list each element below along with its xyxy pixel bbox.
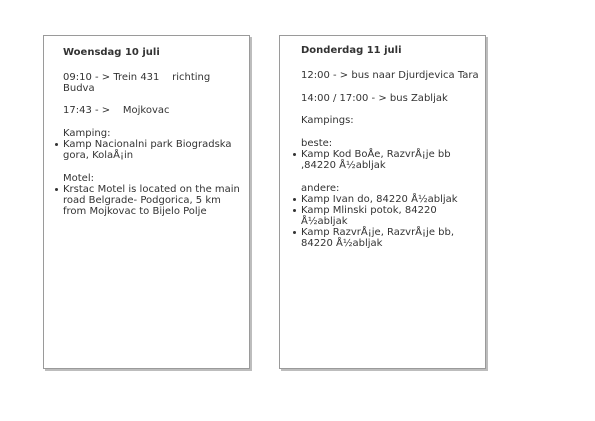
motel-label: Motel: xyxy=(63,173,94,184)
best-list xyxy=(293,149,483,171)
camping-list xyxy=(55,139,245,161)
bus-line-2: 14:00 / 17:00 - > bus Zabljak xyxy=(301,93,448,104)
train-destination: Budva xyxy=(63,83,95,94)
day-card-thursday xyxy=(279,35,486,369)
list-item: Kamp Nacionalni park Biogradska gora, KolaÅ¡in xyxy=(55,139,245,161)
list-item: Kamp Kod BoÅe, RazvrÅ¡je bb ,84220 Å½abljak xyxy=(293,149,483,171)
other-label: andere: xyxy=(301,183,340,194)
arrival-line: 17:43 - > Mojkovac xyxy=(63,105,170,116)
campings-label: Kampings: xyxy=(301,115,354,126)
best-label: beste: xyxy=(301,138,333,149)
train-line: 09:10 - > Trein 431 richting xyxy=(63,72,211,83)
motel-list xyxy=(55,184,245,217)
camping-label: Kamping: xyxy=(63,128,111,139)
day-title: Donderdag 11 juli xyxy=(301,45,402,56)
list-item: Kamp RazvrÅ¡je, RazvrÅ¡je bb, 84220 Å½abljak xyxy=(293,227,483,249)
list-item: Kamp Ivan do, 84220 Å½abljak xyxy=(293,194,483,205)
list-item: Krstac Motel is located on the main road Belgrade- Podgorica, 5 km from Mojkovac to Bijelo Polje xyxy=(55,184,245,217)
bus-line-1: 12:00 - > bus naar Djurdjevica Tara xyxy=(301,70,479,81)
list-item: Kamp Mlinski potok, 84220 Å½abljak xyxy=(293,205,483,227)
other-list xyxy=(293,194,483,249)
day-title: Woensdag 10 juli xyxy=(63,47,160,58)
day-card-wednesday xyxy=(43,35,250,369)
